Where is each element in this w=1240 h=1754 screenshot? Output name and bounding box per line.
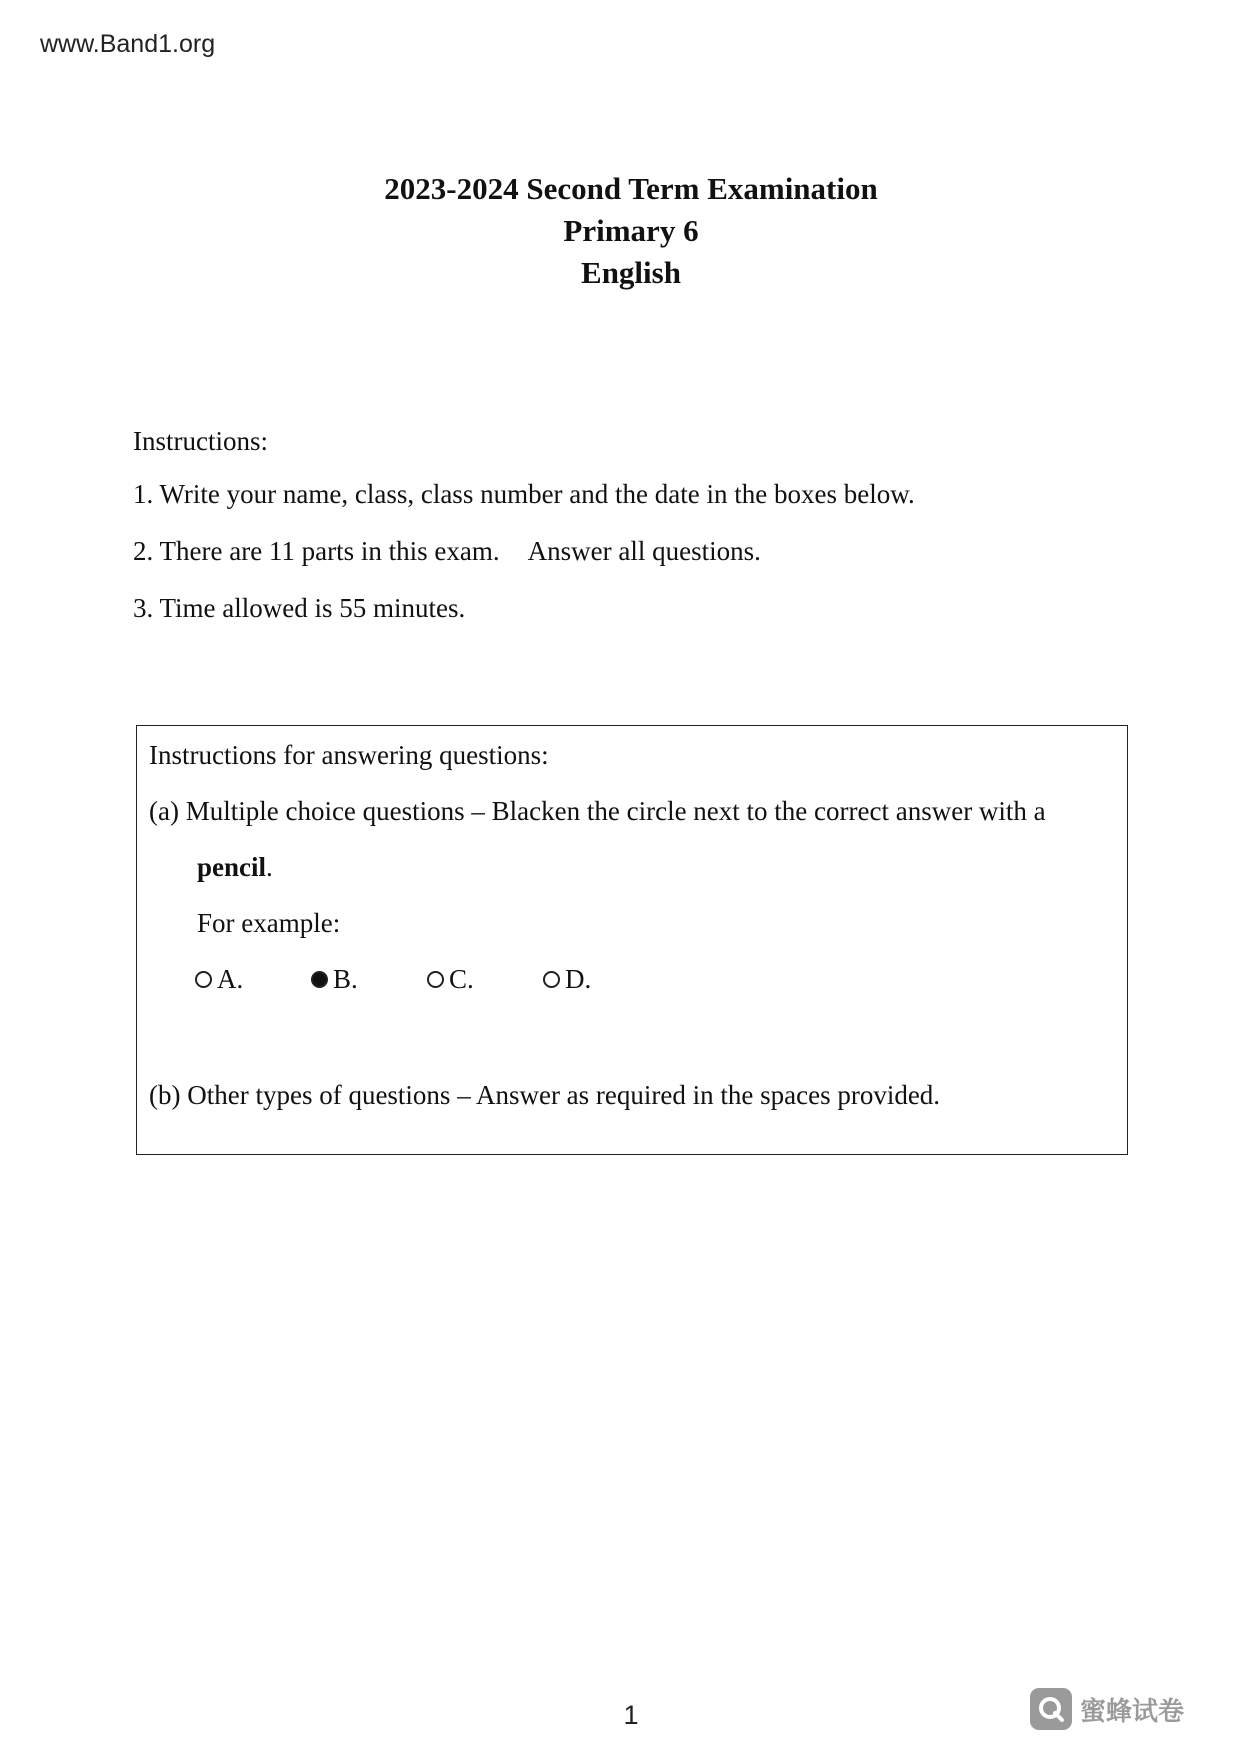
- empty-circle-icon: [195, 971, 212, 988]
- exam-title: [0, 168, 1240, 294]
- site-url: www.Band1.org: [40, 30, 216, 58]
- example-option-d: [543, 964, 659, 995]
- part-a-continuation: [197, 852, 273, 883]
- instruction-item-2: [133, 534, 915, 591]
- pencil-bold-text: pencil: [197, 852, 267, 882]
- instruction-item-1: 1. Write your name, class, class number and the date in the boxes below.: [133, 479, 915, 509]
- instruction-item-2-part2: Answer all questions.: [527, 536, 761, 566]
- empty-circle-icon: [543, 971, 560, 988]
- example-options: [195, 964, 659, 995]
- option-label: D.: [565, 964, 592, 994]
- title-line-exam: 2023-2024 Second Term Examination: [384, 171, 878, 206]
- q-logo-icon: [1030, 1688, 1072, 1730]
- example-option-a: [195, 964, 311, 995]
- part-b-instruction: (b) Other types of questions – Answer as required in the spaces provided.: [149, 1080, 941, 1110]
- watermark: [1030, 1688, 1184, 1730]
- page-number: 1: [623, 1700, 639, 1730]
- instructions-section: [133, 426, 915, 648]
- empty-circle-icon: [427, 971, 444, 988]
- example-label: For example:: [197, 908, 341, 938]
- option-label: C.: [449, 964, 474, 994]
- part-a-instruction: (a) Multiple choice questions – Blacken the circle next to the correct answer with a: [149, 796, 1046, 826]
- option-label: A.: [217, 964, 244, 994]
- part-a-period: .: [266, 852, 273, 882]
- instruction-item-2-part1: 2. There are 11 parts in this exam.: [133, 536, 500, 566]
- instruction-item-3: 3. Time allowed is 55 minutes.: [133, 593, 466, 623]
- title-line-grade: Primary 6: [563, 213, 699, 248]
- filled-circle-icon: [311, 971, 328, 988]
- option-label: B.: [333, 964, 358, 994]
- example-option-c: [427, 964, 543, 995]
- answering-instructions-box: [136, 725, 1128, 1155]
- watermark-text: 蜜蜂试卷: [1080, 1696, 1185, 1727]
- box-title: Instructions for answering questions:: [149, 740, 549, 770]
- title-line-subject: English: [581, 255, 681, 290]
- instructions-heading: Instructions:: [133, 426, 268, 456]
- example-option-b: [311, 964, 427, 995]
